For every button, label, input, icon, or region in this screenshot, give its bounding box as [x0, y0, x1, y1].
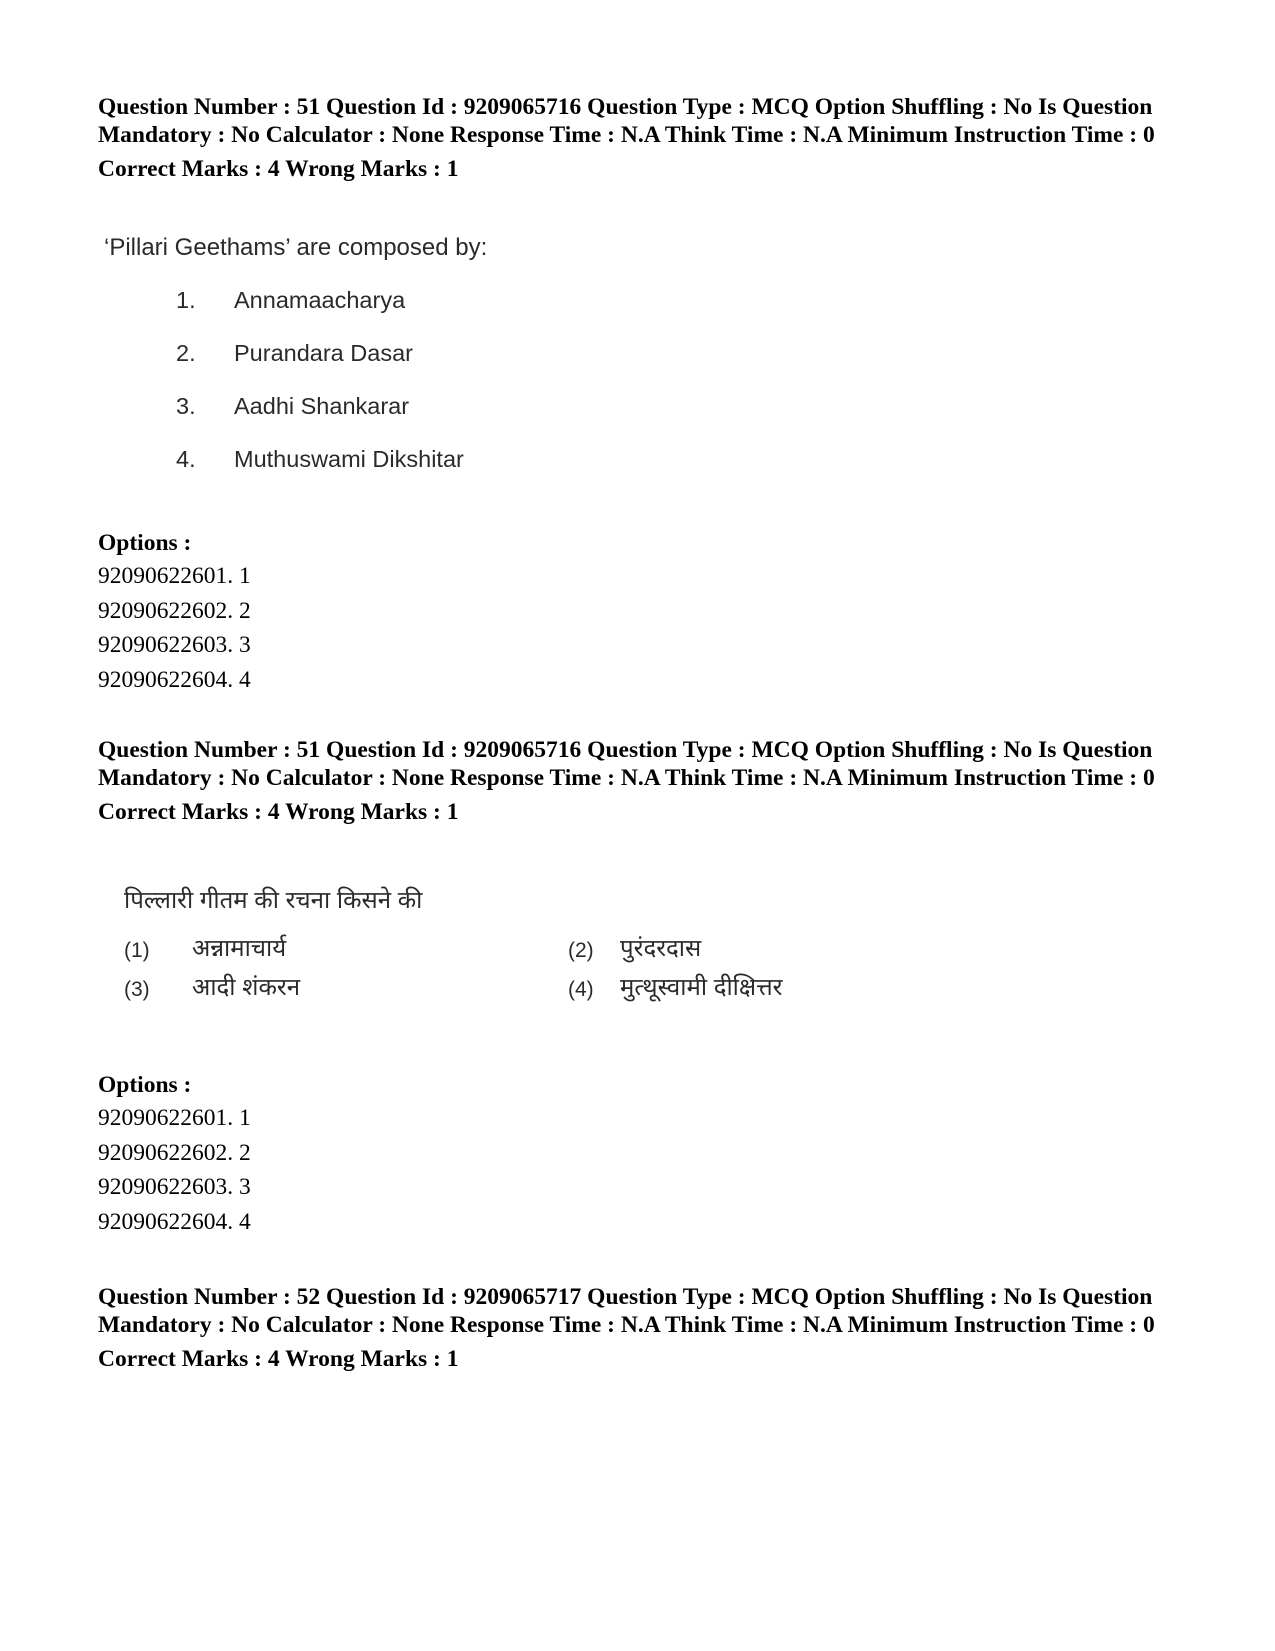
question-item-text: Muthuswami Dikshitar — [234, 446, 464, 472]
question-marks: Correct Marks : 4 Wrong Marks : 1 — [98, 799, 459, 825]
question-text: ‘Pillari Geethams’ are composed by: — [104, 234, 488, 261]
question-item-text: मुत्थूस्वामी दीक्षित्तर — [620, 974, 783, 1001]
question-item-text: Annamaacharya — [234, 287, 406, 313]
question-item-number: (3) — [124, 978, 150, 1001]
option-item: 92090622602. 2 — [98, 597, 251, 624]
option-item: 92090622604. 4 — [98, 666, 251, 693]
option-item: 92090622604. 4 — [98, 1208, 251, 1235]
question-meta: Question Number : 52 Question Id : 9209065717 Question Type : MCQ Option Shuffling : No Is Question Mandatory : No Calculator : None Response Time : N.A Think Time : N.A Minimum Instruction Time : 0 — [98, 1284, 1155, 1338]
question-meta: Question Number : 51 Question Id : 9209065716 Question Type : MCQ Option Shuffling : No Is Question Mandatory : No Calculator : None Response Time : N.A Think Time : N.A Minimum Instruction Time : 0 — [98, 94, 1155, 148]
question-block-3 — [98, 1283, 1188, 1373]
option-item: 92090622601. 1 — [98, 1105, 251, 1131]
question-item-grid — [124, 936, 844, 1016]
question-item-text: अन्नामाचार्य — [192, 935, 287, 962]
question-item-number: (2) — [568, 939, 594, 962]
question-item — [104, 285, 704, 338]
question-image-hindi — [124, 886, 844, 1016]
options-block-1 — [98, 529, 1188, 697]
option-item: 92090622601. 1 — [98, 563, 251, 589]
question-meta: Question Number : 51 Question Id : 9209065716 Question Type : MCQ Option Shuffling : No Is Question Mandatory : No Calculator : None Response Time : N.A Think Time : N.A Minimum Instruction Time : 0 — [98, 737, 1155, 791]
question-item-number: 1. — [176, 287, 196, 313]
options-block-2 — [98, 1071, 1188, 1239]
question-item-number: (1) — [124, 939, 150, 962]
question-item-number: 3. — [176, 393, 196, 419]
question-image-english — [104, 233, 704, 497]
question-item-text: आदी शंकरन — [192, 974, 301, 1001]
question-item — [104, 391, 704, 444]
option-item: 92090622603. 3 — [98, 632, 251, 658]
options-label: Options : — [98, 1072, 192, 1098]
question-marks: Correct Marks : 4 Wrong Marks : 1 — [98, 156, 459, 182]
question-item-list — [104, 285, 704, 497]
question-item-text: पुरंदरदास — [620, 935, 702, 962]
question-item — [104, 444, 704, 497]
question-item-text: Purandara Dasar — [234, 340, 413, 366]
option-item: 92090622602. 2 — [98, 1139, 251, 1166]
question-item-number: 2. — [176, 340, 196, 366]
question-text: पिल्लारी गीतम की रचना किसने की — [124, 887, 423, 914]
question-block-1 — [98, 93, 1188, 183]
options-label: Options : — [98, 530, 192, 556]
question-item-number: 4. — [176, 446, 196, 472]
option-item: 92090622603. 3 — [98, 1174, 251, 1200]
question-item-text: Aadhi Shankarar — [234, 393, 410, 419]
question-marks: Correct Marks : 4 Wrong Marks : 1 — [98, 1346, 459, 1372]
question-block-2 — [98, 736, 1188, 826]
question-item — [104, 338, 704, 391]
question-item-number: (4) — [568, 978, 594, 1001]
